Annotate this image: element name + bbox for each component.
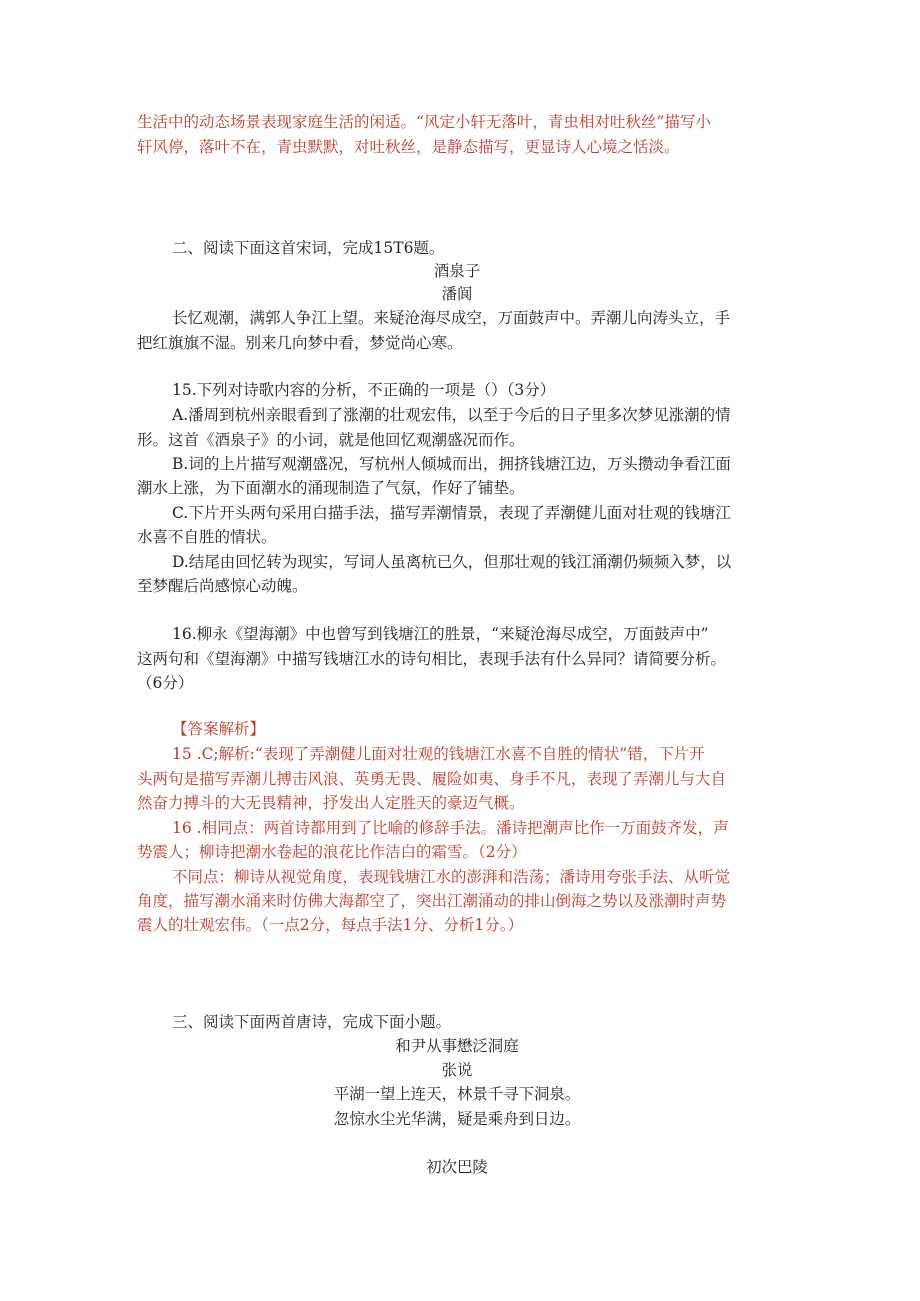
top-answer-line-2: 轩风停，落叶不在，青虫默默，对吐秋丝，是静态描写，更显诗人心境之恬淡。: [137, 138, 680, 156]
q15-option-d-line-1: D.结尾由回忆转为现实，写词人虽离杭已久，但那壮观的钱江涌潮仍频频入梦，以: [172, 553, 732, 571]
answer-16-line-4: 角度，描写潮水涌来时仿佛大海都空了，突出江潮涌动的排山倒海之势以及涨潮时声势: [137, 892, 727, 910]
answer-15-line-1: 15 .C;解析:“表现了弄潮健儿面对壮观的钱塘江水喜不自胜的情状”错，下片开: [172, 745, 705, 763]
poem-1-title: 和尹从事懋泛洞庭: [395, 1037, 519, 1055]
answer-15-line-2: 头两句是描写弄潮儿搏击风浪、英勇无畏、履险如夷、身手不凡，表现了弄潮儿与大自: [137, 770, 727, 788]
q16-line-2: 这两句和《望海潮》中描写钱塘江水的诗句相比，表现手法有什么异同？请简要分析。: [137, 650, 727, 668]
q15-option-b-line-1: B.词的上片描写观潮盛况，写杭州人倾城而出，拥挤钱塘江边，万头攒动争看江面: [172, 455, 731, 473]
q15-option-c-line-1: C.下片开头两句采用白描手法，描写弄潮情景，表现了弄潮健儿面对壮观的钱塘江: [172, 504, 731, 522]
q15-stem: 15.下列对诗歌内容的分析，不正确的一项是（）（3分）: [172, 381, 556, 399]
poem-1-line-1: 平湖一望上连天，林景千寻下洞泉。: [333, 1085, 581, 1103]
answer-16-line-1: 16 .相同点：两首诗都用到了比喻的修辞手法。潘诗把潮声比作一万面鼓齐发，声: [172, 819, 729, 837]
poem-1-line-2: 忽惊水尘光华满，疑是乘舟到日边。: [333, 1110, 581, 1128]
poem-2-title: 初次巴陵: [426, 1158, 488, 1176]
poem-title: 酒泉子: [433, 262, 481, 280]
answer-16-line-3: 不同点：柳诗从视觉角度，表现钱塘江水的澎湃和浩荡；潘诗用夸张手法、从听觉: [172, 868, 731, 886]
q16-line-3: （6分）: [137, 674, 194, 692]
q15-option-a-line-1: A.潘周到杭州亲眼看到了涨潮的壮观宏伟，以至于今后的日子里多次梦见涨潮的情: [172, 406, 731, 424]
q16-line-1: 16.柳永《望海潮》中也曾写到钱塘江的胜景，“来疑沧海尽成空，万面鼓声中”: [172, 625, 709, 643]
answer-15-line-3: 然奋力搏斗的大无畏精神，抒发出人定胜天的豪迈气概。: [137, 794, 525, 812]
poem-line-2: 把红旗旗不湿。别来几向梦中看，梦觉尚心寒。: [137, 334, 463, 352]
answer-16-line-2: 势震人；柳诗把潮水卷起的浪花比作洁白的霜雪。（2分）: [137, 843, 527, 861]
q15-option-b-line-2: 潮水上涨，为下面潮水的涌现制造了气氛，作好了铺垫。: [137, 479, 525, 497]
poem-1-author: 张说: [441, 1061, 473, 1079]
q15-option-a-line-2: 形。这首《酒泉子》的小词，就是他回忆观潮盛况而作。: [137, 431, 525, 449]
poem-author: 潘阆: [441, 285, 473, 303]
q15-option-c-line-2: 水喜不自胜的情状。: [137, 528, 277, 546]
section-three-heading: 三、阅读下面两首唐诗，完成下面小题。: [172, 1013, 452, 1031]
section-two-heading: 二、阅读下面这首宋词，完成15T6题。: [172, 239, 445, 257]
top-answer-line-1: 生活中的动态场景表现家庭生活的闲适。“风定小轩无落叶，青虫相对吐秋丝”描写小: [137, 113, 711, 131]
answer-16-line-5: 震人的壮观宏伟。（一点2分，每点手法1分、分析1分。）: [137, 916, 524, 934]
poem-line-1: 长忆观潮，满郭人争江上望。来疑沧海尽成空，万面鼓声中。弄潮儿向涛头立，手: [172, 309, 731, 327]
q15-option-d-line-2: 至梦醒后尚感惊心动魄。: [137, 577, 308, 595]
answer-label: 【答案解析】: [172, 720, 266, 738]
